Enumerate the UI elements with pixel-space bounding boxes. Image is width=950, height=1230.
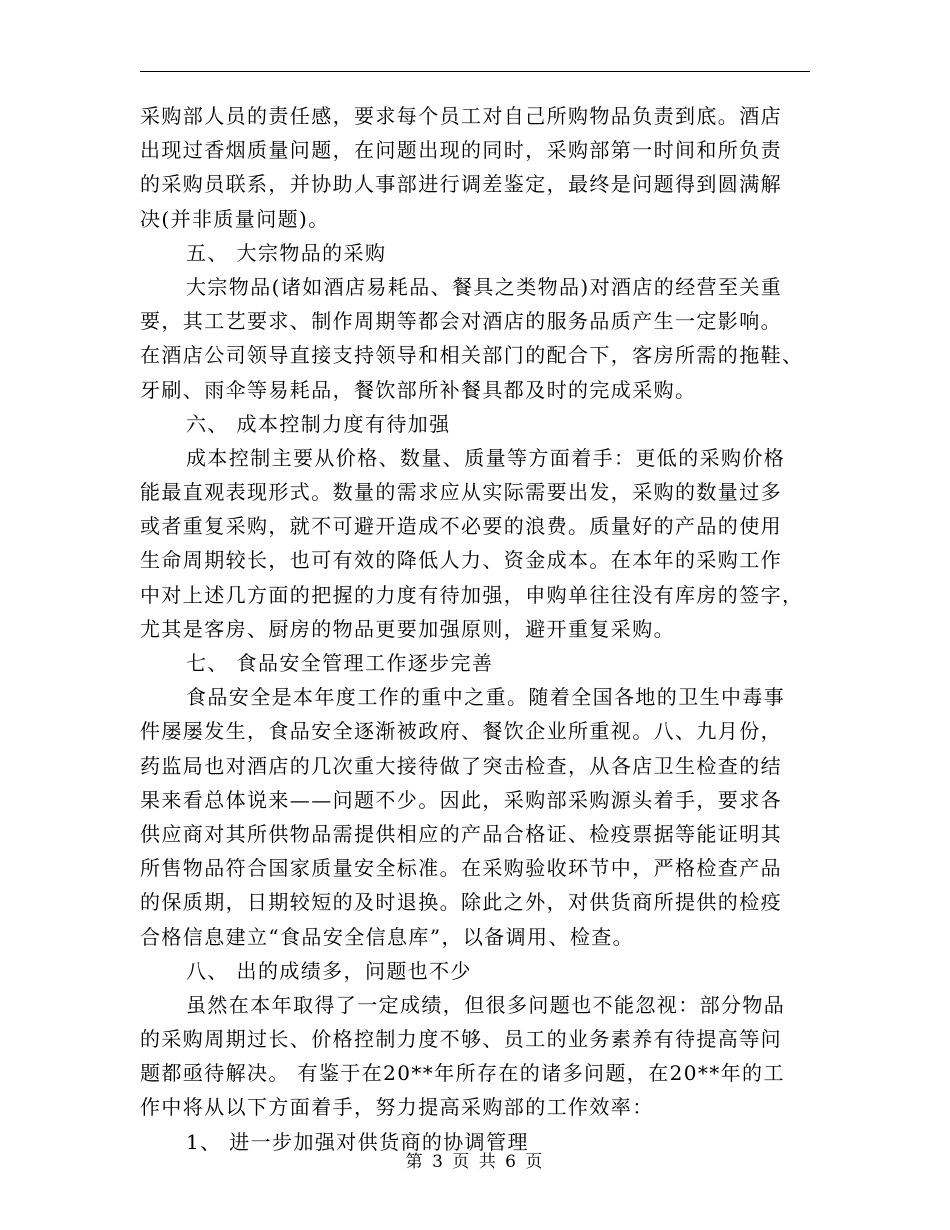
text-line: 七、 食品安全管理工作逐步完善 [186,651,494,675]
text-line: 虽然在本年取得了一定成绩，但很多问题也不能忽视：部分物品 [186,992,786,1017]
text-line: 成本控制主要从价格、数量、质量等方面着手：更低的采购价格 [186,445,786,470]
text-line: 决(并非质量问题)。 [140,206,330,231]
header-rule [140,71,810,72]
text-line: 所售物品符合国家质量安全标准。在采购验收环节中，严格检查产品 [140,856,782,881]
text-line: 的保质期，日期较短的及时退换。除此之外，对供货商所提供的检疫 [140,890,782,915]
text-line: 在酒店公司领导直接支持领导和相关部门的配合下，客房所需的拖鞋、 [140,343,804,368]
text-line: 果来看总体说来——问题不少。因此，采购部采购源头着手，要求各 [140,787,782,812]
text-line: 要，其工艺要求、制作周期等都会对酒店的服务品质产生一定影响。 [140,309,782,334]
text-line: 的采购周期过长、价格控制力度不够、员工的业务素养有待提高等问 [140,1027,782,1052]
text-line: 作中将从以下方面着手，努力提高采购部的工作效率： [140,1095,654,1120]
page-footer: 第 3 页 共 6 页 [405,1152,545,1172]
text-line: 五、 大宗物品的采购 [186,240,387,265]
text-line: 中对上述几方面的把握的力度有待加强，申购单往往没有库房的签字， [140,582,804,607]
text-line: 尤其是客房、厨房的物品更要加强原则，避开重复采购。 [140,616,675,641]
text-line: 牙刷、雨伞等易耗品，餐饮部所补餐具都及时的完成采购。 [140,377,697,402]
text-line: 的采购员联系，并协助人事部进行调差鉴定，最终是问题得到圆满解 [140,172,782,197]
text-line: 药监局也对酒店的几次重大接待做了突击检查，从各店卫生检查的结 [140,753,782,778]
text-line: 六、 成本控制力度有待加强 [186,411,451,436]
text-line: 生命周期较长，也可有效的降低人力、资金成本。在本年的采购工作 [140,548,782,573]
text-line: 八、 出的成绩多，问题也不少 [186,958,472,983]
text-line: 出现过香烟质量问题，在问题出现的同时，采购部第一时间和所负责 [140,138,782,163]
text-line: 大宗物品(诸如酒店易耗品、餐具之类物品)对酒店的经营至关重 [186,274,783,299]
text-line: 采购部人员的责任感，要求每个员工对自己所购物品负责到底。酒店 [140,104,782,128]
text-line: 1、 进一步加强对供货商的协调管理 [186,1129,529,1154]
text-line: 件屡屡发生，食品安全逐渐被政府、餐饮企业所重视。八、九月份， [140,719,782,744]
text-line: 食品安全是本年度工作的重中之重。随着全国各地的卫生中毒事 [186,685,786,710]
text-line: 合格信息建立“食品安全信息库”，以备调用、检查。 [140,924,635,949]
text-line: 供应商对其所供物品需提供相应的产品合格证、检疫票据等能证明其 [140,821,782,846]
document-body [140,99,812,1159]
text-line: 题都亟待解决。 有鉴于在20**年所存在的诸多问题，在20**年的工 [140,1061,785,1086]
text-line: 或者重复采购，就不可避开造成不必要的浪费。质量好的产品的使用 [140,514,782,539]
text-line: 能最直观表现形式。数量的需求应从实际需要出发，采购的数量过多 [140,480,782,505]
